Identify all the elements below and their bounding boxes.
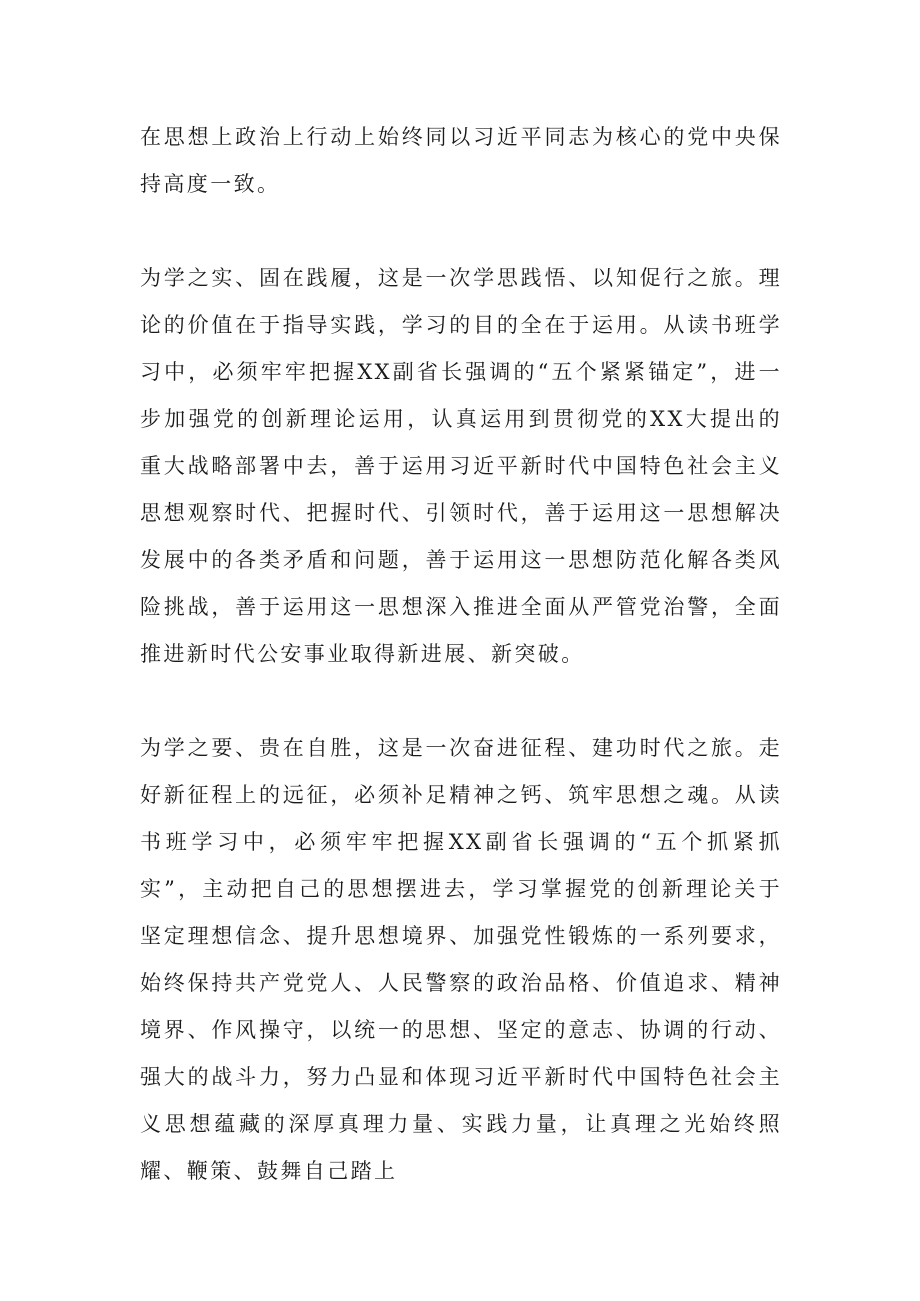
paragraph-gap	[140, 678, 782, 725]
paragraph-2: 为学之实、固在践履，这是一次学思践悟、以知促行之旅。理论的价值在于指导实践，学习的目的全在于运用。从读书班学习中，必须牢牢把握XX副省长强调的“五个紧紧锚定”，进一步加强党的创新理论运用，认真运用到贯彻党的XX大提出的重大战略部署中去，善于运用习近平新时代中国特色社会主义思想观察时代、把握时代、引领时代，善于运用这一思想解决发展中的各类矛盾和问题，善于运用这一思想防范化解各类风险挑战，善于运用这一思想深入推进全面从严管党治警，全面推进新时代公安事业取得新进展、新突破。	[140, 266, 782, 666]
paragraph-gap	[140, 208, 782, 255]
document-body	[140, 114, 782, 1195]
paragraph-1: 在思想上政治上行动上始终同以习近平同志为核心的党中央保持高度一致。	[140, 125, 782, 196]
paragraph-3: 为学之要、贵在自胜，这是一次奋进征程、建功时代之旅。走好新征程上的远征，必须补足精神之钙、筑牢思想之魂。从读书班学习中，必须牢牢把握XX副省长强调的“五个抓紧抓实”，主动把自己的思想摆进去，学习掌握党的创新理论关于坚定理想信念、提升思想境界、加强党性锻炼的一系列要求，始终保持共产党党人、人民警察的政治品格、价值追求、精神境界、作风操守，以统一的思想、坚定的意志、协调的行动、强大的战斗力，努力凸显和体现习近平新时代中国特色社会主义思想蕴藏的深厚真理力量、实践力量，让真理之光始终照耀、鞭策、鼓舞自己踏上	[140, 736, 782, 1183]
